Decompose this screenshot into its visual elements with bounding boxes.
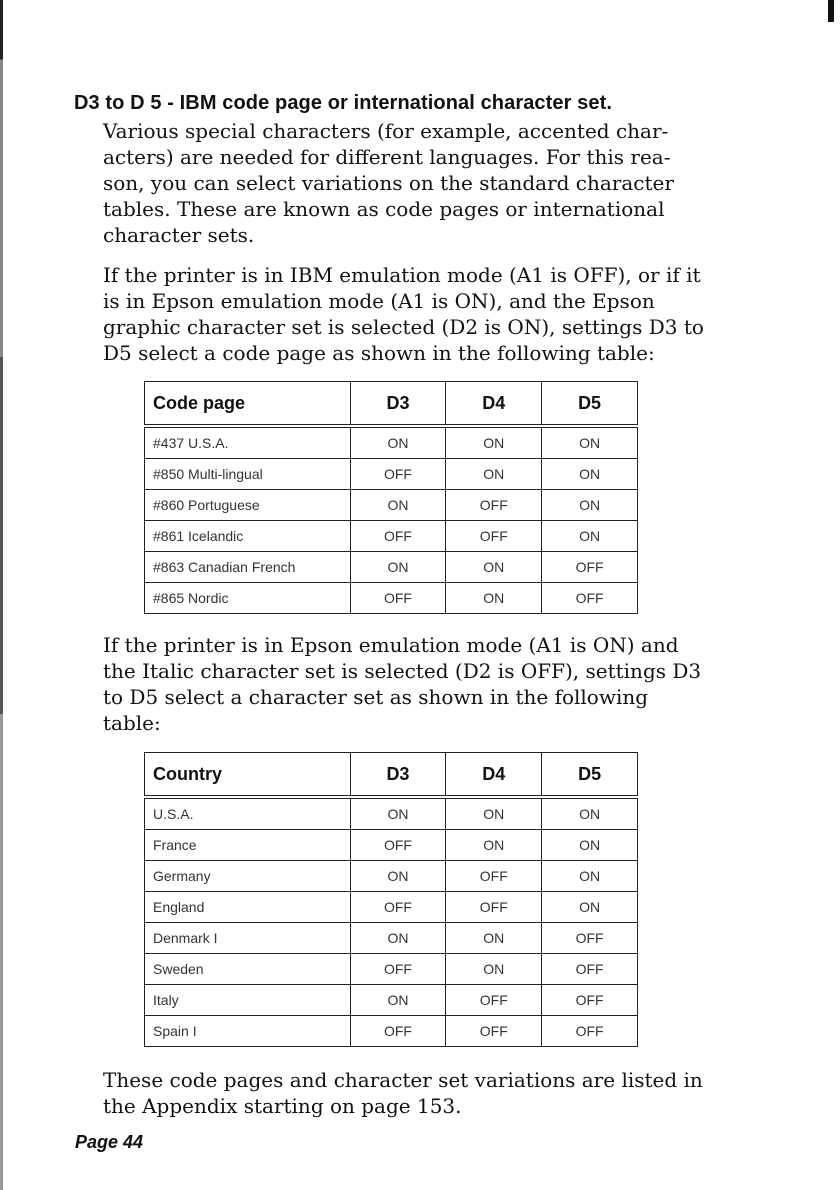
header-d5: D5 xyxy=(542,753,638,798)
table-row xyxy=(145,892,638,923)
header-d4: D4 xyxy=(446,382,542,427)
cell-d4: OFF xyxy=(446,490,542,521)
table-row xyxy=(145,985,638,1016)
scan-corner-mark xyxy=(828,0,834,22)
cell-d4: ON xyxy=(446,459,542,490)
cell-d3: ON xyxy=(350,923,446,954)
cell-country: Spain I xyxy=(145,1016,351,1047)
cell-d4: ON xyxy=(446,923,542,954)
cell-d4: ON xyxy=(446,954,542,985)
header-country: Country xyxy=(145,753,351,798)
header-d3: D3 xyxy=(350,382,446,427)
cell-code-page: #865 Nordic xyxy=(145,583,351,614)
cell-d4: OFF xyxy=(446,892,542,923)
cell-d4: ON xyxy=(446,797,542,830)
header-d5: D5 xyxy=(542,382,638,427)
header-d3: D3 xyxy=(350,753,446,798)
cell-code-page: #861 Icelandic xyxy=(145,521,351,552)
page-number: Page 44 xyxy=(75,1132,144,1152)
table-row xyxy=(145,521,638,552)
table-header-row xyxy=(145,753,638,798)
table-row xyxy=(145,797,638,830)
cell-d5: ON xyxy=(542,797,638,830)
cell-d5: OFF xyxy=(542,923,638,954)
cell-d3: OFF xyxy=(350,830,446,861)
paragraph-intro: Various special characters (for example, accented char-acters) are needed for different languages. For this rea-son, you can select variations on the standard character tables. These are known as code pages or international character sets. xyxy=(103,119,674,247)
table-row xyxy=(145,426,638,459)
cell-d4: ON xyxy=(446,552,542,583)
scan-edge xyxy=(0,0,3,1190)
cell-code-page: #437 U.S.A. xyxy=(145,426,351,459)
cell-d4: ON xyxy=(446,583,542,614)
table-row xyxy=(145,923,638,954)
cell-d5: ON xyxy=(542,459,638,490)
cell-d5: OFF xyxy=(542,1016,638,1047)
code-page-table xyxy=(144,381,638,614)
cell-d5: OFF xyxy=(542,583,638,614)
cell-d3: ON xyxy=(350,426,446,459)
paragraph-ibm-mode: If the printer is in IBM emulation mode (A1 is OFF), or if it is in Epson emulation mode (A1 is ON), and the Epson graphic character set is selected (D2 is ON), settings D3 to D5 select a code page as shown in the following table: xyxy=(103,263,704,365)
cell-d3: OFF xyxy=(350,521,446,552)
paragraph-appendix-note: These code pages and character set variations are listed in the Appendix starting on page 153. xyxy=(103,1068,703,1118)
cell-d5: OFF xyxy=(542,985,638,1016)
country-table xyxy=(144,752,638,1047)
cell-d3: OFF xyxy=(350,954,446,985)
table-row xyxy=(145,583,638,614)
cell-d3: ON xyxy=(350,552,446,583)
cell-d3: OFF xyxy=(350,459,446,490)
cell-d4: OFF xyxy=(446,521,542,552)
cell-country: Sweden xyxy=(145,954,351,985)
cell-d4: OFF xyxy=(446,1016,542,1047)
table-row xyxy=(145,1016,638,1047)
cell-d5: ON xyxy=(542,892,638,923)
table-row xyxy=(145,552,638,583)
cell-d4: ON xyxy=(446,830,542,861)
cell-code-page: #850 Multi-lingual xyxy=(145,459,351,490)
cell-d5: ON xyxy=(542,521,638,552)
cell-country: England xyxy=(145,892,351,923)
table-header-row xyxy=(145,382,638,427)
cell-country: France xyxy=(145,830,351,861)
cell-d3: OFF xyxy=(350,892,446,923)
cell-d3: OFF xyxy=(350,583,446,614)
table-row xyxy=(145,490,638,521)
cell-country: Denmark I xyxy=(145,923,351,954)
table-row xyxy=(145,459,638,490)
cell-d5: ON xyxy=(542,426,638,459)
cell-code-page: #860 Portuguese xyxy=(145,490,351,521)
header-code-page: Code page xyxy=(145,382,351,427)
header-d4: D4 xyxy=(446,753,542,798)
cell-country: Germany xyxy=(145,861,351,892)
cell-d5: ON xyxy=(542,861,638,892)
table-row xyxy=(145,861,638,892)
cell-d5: OFF xyxy=(542,552,638,583)
cell-d4: ON xyxy=(446,426,542,459)
paragraph-epson-italic-mode: If the printer is in Epson emulation mode (A1 is ON) and the Italic character set is selected (D2 is OFF), settings D3 to D5 select a character set as shown in the following table: xyxy=(103,633,702,735)
cell-d5: OFF xyxy=(542,954,638,985)
cell-d3: ON xyxy=(350,490,446,521)
cell-d5: ON xyxy=(542,830,638,861)
cell-d4: OFF xyxy=(446,985,542,1016)
cell-d5: ON xyxy=(542,490,638,521)
cell-d3: ON xyxy=(350,985,446,1016)
table-row xyxy=(145,830,638,861)
cell-country: U.S.A. xyxy=(145,797,351,830)
cell-country: Italy xyxy=(145,985,351,1016)
cell-code-page: #863 Canadian French xyxy=(145,552,351,583)
section-heading: D3 to D 5 - IBM code page or international character set. xyxy=(74,92,613,114)
table-row xyxy=(145,954,638,985)
cell-d3: OFF xyxy=(350,1016,446,1047)
cell-d3: ON xyxy=(350,797,446,830)
cell-d3: ON xyxy=(350,861,446,892)
cell-d4: OFF xyxy=(446,861,542,892)
